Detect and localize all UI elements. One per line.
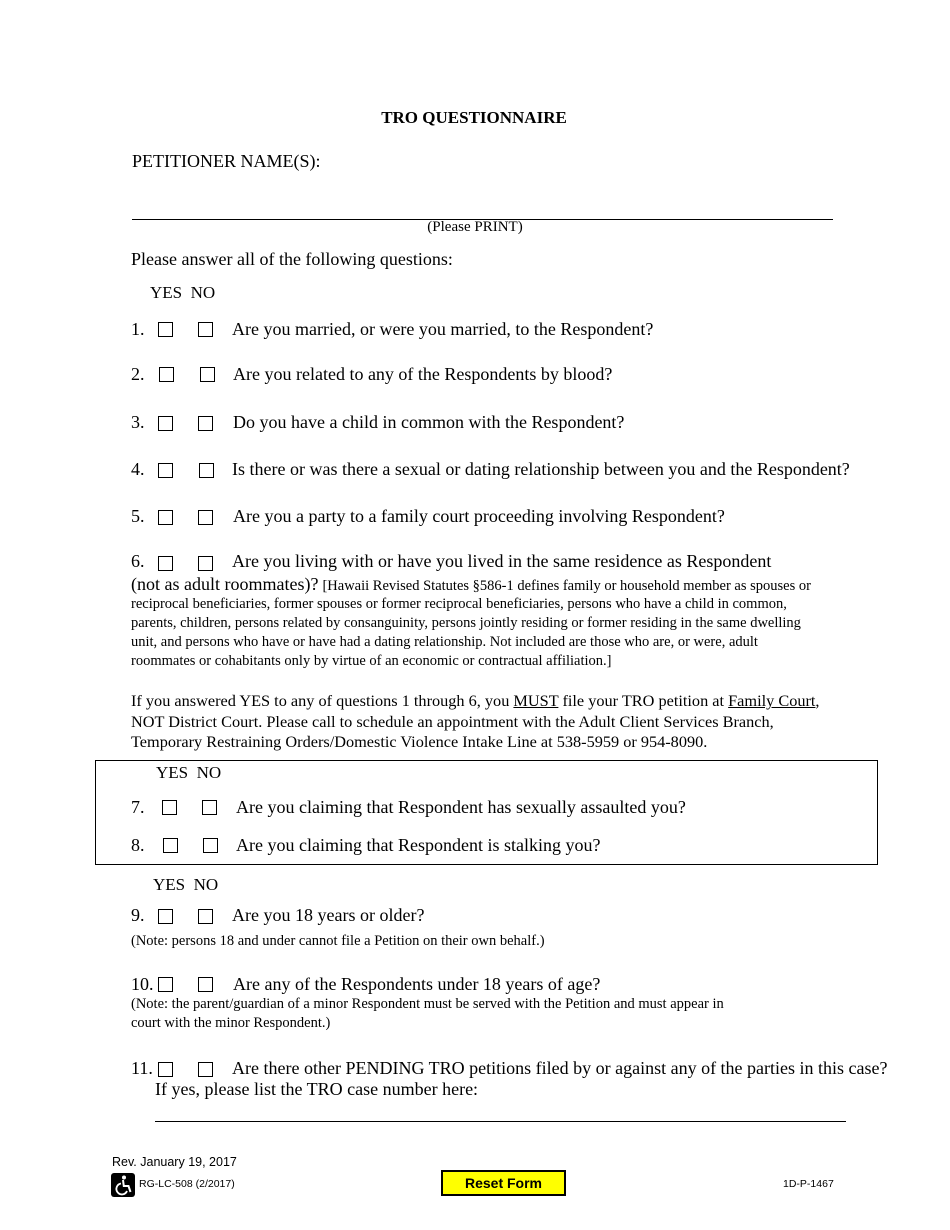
question-number: 8. (131, 835, 145, 855)
question-number: 1. (131, 319, 145, 339)
must-emphasis: MUST (513, 691, 559, 710)
notice-line-3: Temporary Restraining Orders/Domestic Violence Intake Line at 538-5959 or 954-8090. (131, 732, 708, 751)
q7-yes-checkbox[interactable] (162, 800, 177, 815)
q9-note: (Note: persons 18 and under cannot file a Petition on their own behalf.) (131, 933, 545, 949)
q7-no-checkbox[interactable] (202, 800, 217, 815)
question-text: Are you claiming that Respondent is stalking you? (236, 835, 601, 855)
q9-yes-checkbox[interactable] (158, 909, 173, 924)
statute-line-1: [Hawaii Revised Statutes §586-1 defines family or household member as spouses or (322, 578, 811, 594)
q10-note (131, 995, 724, 1033)
statute-line: roommates or cohabitants only by virtue of an economic or contractual affiliation.] (131, 653, 612, 669)
tro-case-number-field[interactable] (155, 1121, 846, 1122)
notice-line-2: NOT District Court. Please call to schedule an appointment with the Adult Client Services Branch, (131, 711, 774, 731)
question-number: 3. (131, 412, 145, 432)
q9-no-checkbox[interactable] (198, 909, 213, 924)
no-label: NO (196, 763, 222, 782)
yes-no-header (150, 283, 215, 303)
q6-yes-checkbox[interactable] (158, 556, 173, 571)
q2-no-checkbox[interactable] (200, 367, 215, 382)
petitioner-name-label: PETITIONER NAME(S): (132, 151, 321, 171)
question-text: Are any of the Respondents under 18 years of age? (233, 974, 601, 994)
question-text: Are you related to any of the Respondents by blood? (233, 364, 613, 384)
statute-line: unit, and persons who have or have had a dating relationship. Not included are those who are, or were, adult (131, 634, 758, 650)
question-text: Are there other PENDING TRO petitions filed by or against any of the parties in this case? (232, 1058, 888, 1078)
statute-line: parents, children, persons related by consanguinity, persons jointly residing or former residing in the same dwelling (131, 615, 801, 631)
form-number: RG-LC-508 (2/2017) (139, 1178, 235, 1190)
q10-note-line: court with the minor Respondent.) (131, 1015, 331, 1031)
question-text: Are you a party to a family court proceeding involving Respondent? (233, 506, 725, 526)
no-label: NO (193, 875, 219, 894)
q11-no-checkbox[interactable] (198, 1062, 213, 1077)
statute-line: reciprocal beneficiaries, former spouses or former reciprocal beneficiaries, persons who have a child in common, (131, 596, 787, 612)
question-text: Are you married, or were you married, to the Respondent? (232, 319, 654, 339)
q10-no-checkbox[interactable] (198, 977, 213, 992)
q4-yes-checkbox[interactable] (158, 463, 173, 478)
yes-label: YES (153, 875, 186, 894)
q4-no-checkbox[interactable] (199, 463, 214, 478)
q6-no-checkbox[interactable] (198, 556, 213, 571)
question-text: Do you have a child in common with the Respondent? (233, 412, 625, 432)
family-court-notice (131, 691, 871, 753)
no-label: NO (190, 283, 216, 302)
q1-yes-checkbox[interactable] (158, 322, 173, 337)
q3-no-checkbox[interactable] (198, 416, 213, 431)
question-number: 5. (131, 506, 145, 526)
reset-form-button[interactable]: Reset Form (441, 1170, 566, 1196)
instructions: Please answer all of the following questions: (131, 249, 453, 269)
q2-yes-checkbox[interactable] (159, 367, 174, 382)
notice-comma: , (815, 691, 820, 710)
question-number: 6. (131, 551, 145, 571)
accessibility-icon (111, 1173, 135, 1197)
question-number: 9. (131, 905, 145, 925)
q8-no-checkbox[interactable] (203, 838, 218, 853)
question-text: Are you living with or have you lived in the same residence as Respondent (232, 551, 772, 571)
question-number: 2. (131, 364, 145, 384)
family-court-emphasis: Family Court (728, 691, 816, 710)
yes-no-header (156, 763, 221, 783)
question-number: 10. (131, 974, 154, 994)
question-text: Are you claiming that Respondent has sexually assaulted you? (236, 797, 686, 817)
question-text: Is there or was there a sexual or dating relationship between you and the Respondent? (232, 459, 850, 479)
q5-no-checkbox[interactable] (198, 510, 213, 525)
page-title: TRO QUESTIONNAIRE (381, 108, 567, 127)
q10-note-line: (Note: the parent/guardian of a minor Respondent must be served with the Petition and must appear in (131, 996, 724, 1012)
question-text: Are you 18 years or older? (232, 905, 425, 925)
question-number: 11. (131, 1058, 153, 1078)
document-code: 1D-P-1467 (783, 1178, 834, 1190)
q8-yes-checkbox[interactable] (163, 838, 178, 853)
yes-label: YES (150, 283, 183, 302)
q11-followup: If yes, please list the TRO case number here: (155, 1079, 479, 1099)
statute-definition (131, 595, 801, 671)
q3-yes-checkbox[interactable] (158, 416, 173, 431)
q11-yes-checkbox[interactable] (158, 1062, 173, 1077)
notice-text: file your TRO petition at (562, 691, 725, 710)
q5-yes-checkbox[interactable] (158, 510, 173, 525)
question-number: 7. (131, 797, 145, 817)
please-print-hint: (Please PRINT) (427, 219, 523, 235)
notice-text: If you answered YES to any of questions 1 through 6, you (131, 691, 510, 710)
q6-continuation (131, 574, 811, 596)
q1-no-checkbox[interactable] (198, 322, 213, 337)
revision-date: Rev. January 19, 2017 (112, 1155, 237, 1169)
q10-yes-checkbox[interactable] (158, 977, 173, 992)
yes-label: YES (156, 763, 189, 782)
question-number: 4. (131, 459, 145, 479)
yes-no-header (153, 875, 218, 895)
q6-continuation-text: (not as adult roommates)? (131, 574, 319, 594)
